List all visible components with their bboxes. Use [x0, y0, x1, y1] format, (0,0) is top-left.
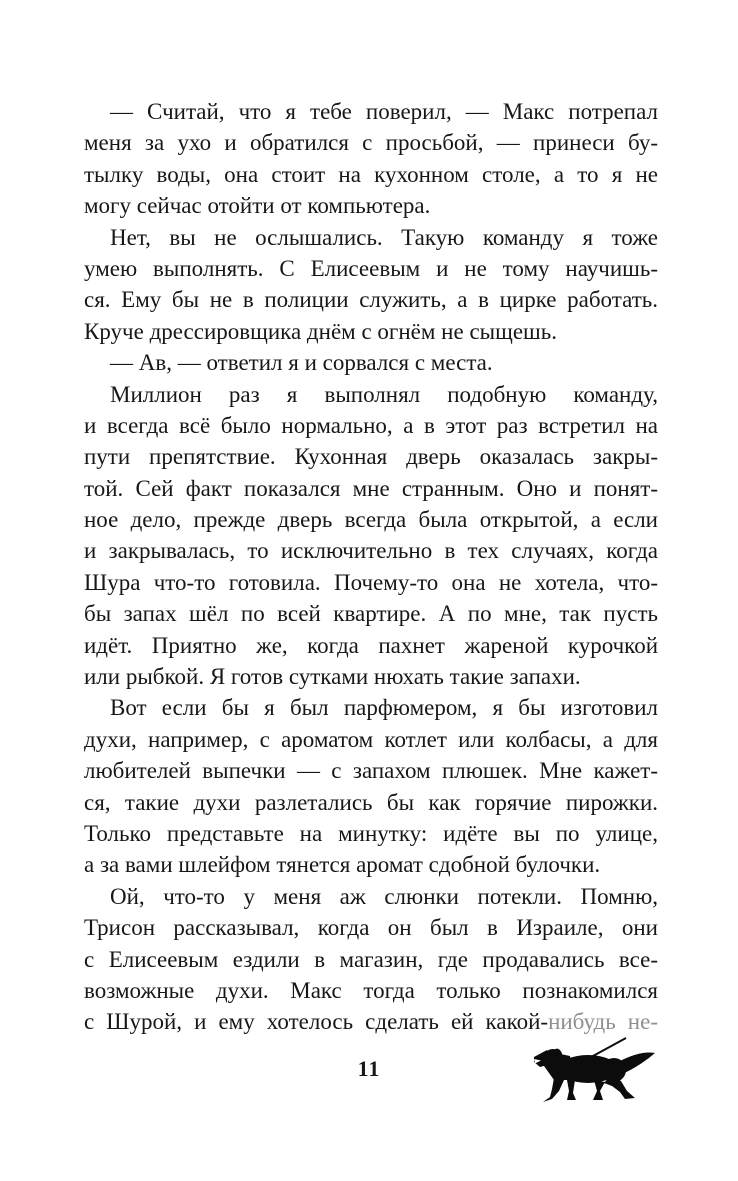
text-line: возможные духи. Макс тогда только познакомился: [84, 977, 658, 1003]
text-line: ное дело, прежде дверь всегда была открытой, а если: [84, 507, 658, 533]
dog-silhouette-icon: [532, 1036, 662, 1108]
text-line: Круче дрессировщика днём с огнём не сыщешь.: [84, 318, 557, 344]
text-line: Ой, что-то у меня аж слюнки потекли. Помню,: [110, 883, 658, 909]
text-line: меня за ухо и обратился с просьбой, — принеси бу-: [84, 130, 658, 156]
text-line: а за вами шлейфом тянется аромат сдобной булочки.: [84, 852, 601, 878]
text-line: Шура что-то готовила. Почему-то она не хотела, что-: [84, 569, 658, 595]
text-line: бы запах шёл по всей квартире. А по мне, так пусть: [84, 601, 658, 627]
body-text: [84, 96, 658, 1038]
text-line: могу сейчас отойти от компьютера.: [84, 193, 431, 219]
page-number: 11: [357, 1056, 381, 1081]
text-line: Нет, вы не ослышались. Такую команду я тоже: [110, 224, 658, 250]
text-line: духи, например, с ароматом котлет или колбасы, а для: [84, 726, 658, 752]
text-line: Только представьте на минутку: идёте вы по улице,: [84, 820, 658, 846]
text-line: или рыбкой. Я готов сутками нюхать такие запахи.: [84, 664, 581, 690]
text-line: тылку воды, она стоит на кухонном столе, а то я не: [84, 161, 658, 187]
text-line: с Елисеевым ездили в магазин, где продавались все-: [84, 946, 658, 972]
text-line: ся. Ему бы не в полиции служить, а в цирке работать.: [84, 287, 658, 313]
text-line: Вот если бы я был парфюмером, я бы изготовил: [110, 695, 658, 721]
text-line: — Считай, что я тебе поверил, — Макс потрепал: [110, 99, 658, 124]
text-line: умею выполнять. С Елисеевым и не тому научишь-: [84, 255, 658, 281]
text-line: любителей выпечки — с запахом плюшек. Мне кажет-: [84, 758, 658, 784]
text-line: и закрывалась, то исключительно в тех случаях, когда: [84, 538, 658, 564]
text-line: [84, 1006, 658, 1037]
text-segment: с Шурой, и ему хотелось сделать ей какой-: [84, 1009, 549, 1035]
faded-text-segment: нибудь не-: [548, 1009, 658, 1035]
text-line: и всегда всё было нормально, а в этот раз встретил на: [84, 412, 658, 438]
text-line: Трисон рассказывал, когда он был в Израиле, они: [84, 915, 658, 941]
text-line: пути препятствие. Кухонная дверь оказалась закры-: [84, 444, 658, 470]
text-line: идёт. Приятно же, когда пахнет жареной курочкой: [84, 632, 658, 658]
text-line: — Ав, — ответил я и сорвался с места.: [110, 350, 493, 376]
text-line: Миллион раз я выполнял подобную команду,: [110, 381, 658, 407]
text-line: ся, такие духи разлетались бы как горячие пирожки.: [84, 789, 658, 815]
text-line: той. Сей факт показался мне странным. Оно и понят-: [84, 475, 658, 501]
